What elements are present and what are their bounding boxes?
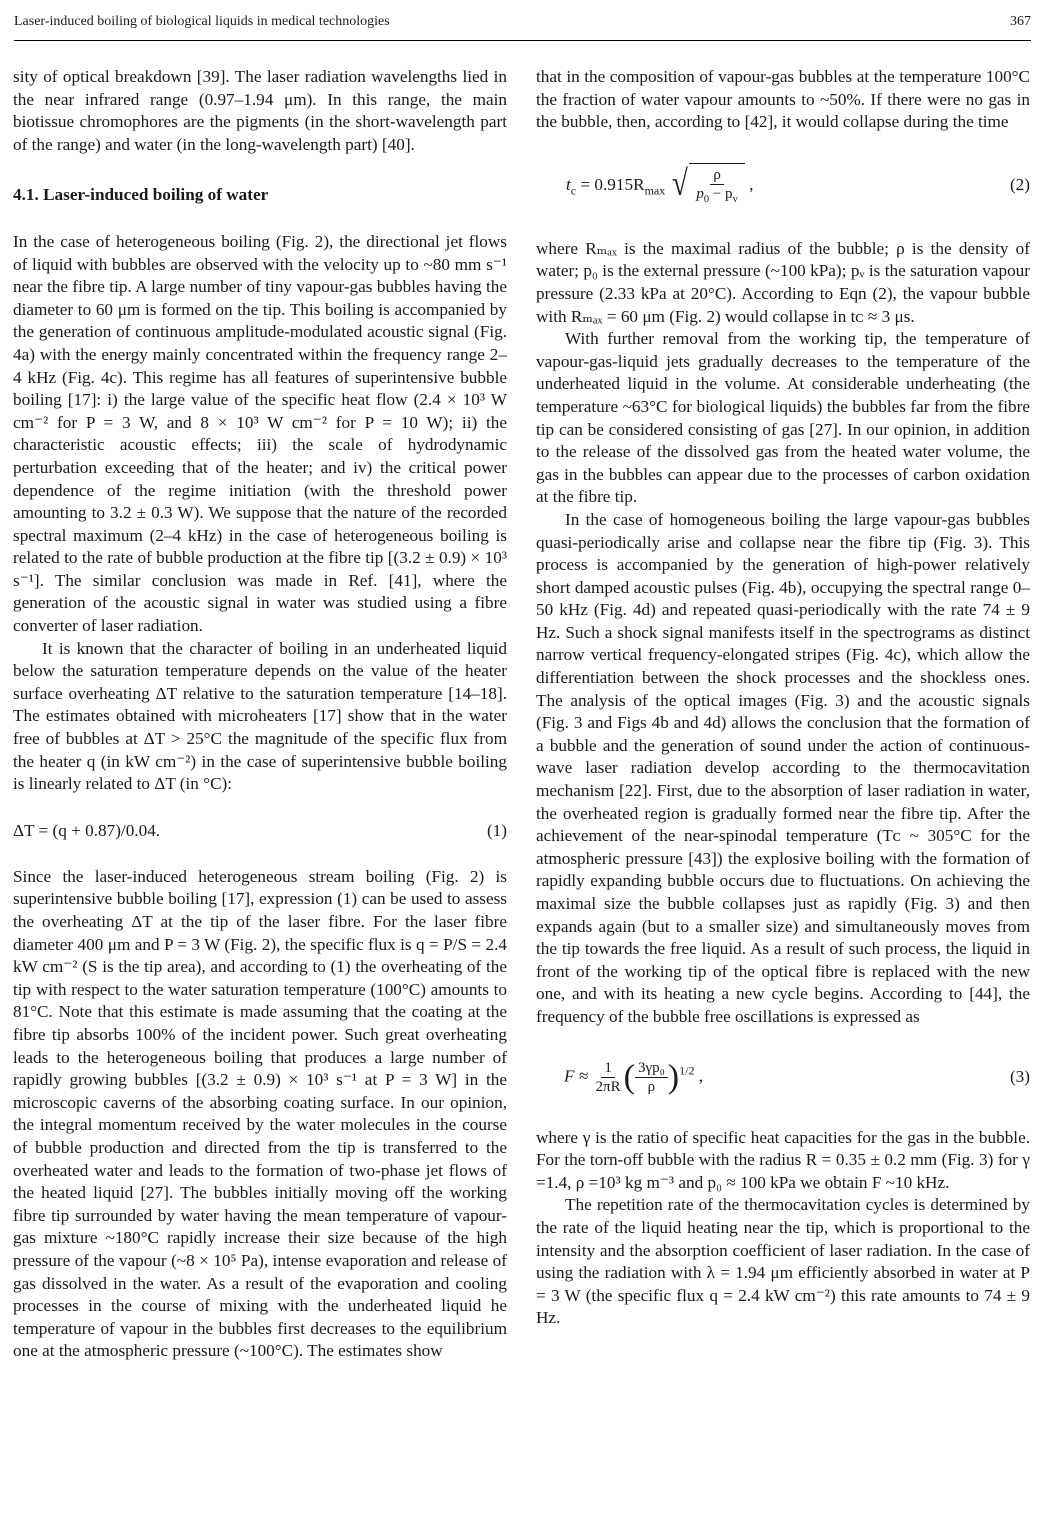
left-column [13, 66, 507, 1363]
running-title: Laser-induced boiling of biological liquids in medical technologies [14, 14, 390, 29]
equation-1-body: ΔT = (q + 0.87)/0.04. [13, 820, 161, 840]
square-root: √ $\frac{\rho}{p_0 - p_v}$ [670, 163, 745, 209]
equation-2-number: (2) [1009, 175, 1030, 195]
equation-1-number: (1) [486, 820, 507, 840]
paragraph-vapour-fraction: that in the composition of vapour-gas bubbles at the temperature 100°C the fraction of water vapour amounts to ~50%. If there were no gas in the bubble, then, according to [42], it would collapse during the time [536, 67, 1030, 132]
paragraph-jet-cooling: With further removal from the working tip, the temperature of vapour-gas-liquid jets gradually decreases to the temperature of the underheated liquid in the volume. At considerable underheating (the temperature ~63°C for biological liquids) the bubbles far from the fibre tip can be considered consisting of gas [27]. In our opinion, in addition to the release of the dissolved gas from the heated water volume, the gas in the bubbles can appear due to the processes of carbon oxidation at the fibre tip. [536, 329, 1030, 507]
paragraph-overheating-estimate: Since the laser-induced heterogeneous stream boiling (Fig. 2) is superintensive bubble boiling [17], expression (1) can be used to assess the overheating ΔT at the tip of the laser fibre. For the laser fibre diameter 400 μm and P = 3 W (Fig. 2), the specific flux is q = P/S = 2.4 kW cm⁻² (S is the tip area), and according to (1) the overheating of the tip with respect to the water saturation temperature (100°C) amounts to 81°C. Note that this estimate is made assuming that the coating at the fibre tip absorbs 100% of the incident power. Such great overheating leads to the heterogeneous boiling that produces a large number of rapidly growing bubbles [(3.2 ± 0.9) × 10³ s⁻¹ at P = 3 W] in the microscopic caverns of the absorbing coating surface. In our opinion, the integral momentum received by the water molecules in the course of bubble production and directed from the tip is transferred to the overheated water and leads to the formation of two-phase jet flows of the heated liquid [27]. The bubbles initially moving off the working fibre tip surrounded by water having the mean temperature of vapour-gas mixture ~180°C rapidly increase their size because of the high pressure of the vapour (~8 × 10⁵ Pa), intense evaporation and release of gas dissolved in the water. As a result of the evaporation and cooling processes in the course of mixing with the underheated liquid he temperature of vapour in the bubbles first decreases to the equilibrium one at the atmospheric pressure (~100°C). The estimates show [13, 866, 507, 1361]
equation-1 [13, 810, 507, 852]
paragraph-heterogeneous-boiling: In the case of heterogeneous boiling (Fig. 2), the directional jet flows of liquid with bubbles are observed with the velocity up to ~80 mm s⁻¹ near the fibre tip. A large number of tiny vapour-gas bubbles having the diameter to 60 μm is formed on the tip. This boiling is accompanied by the generation of continuous amplitude-modulated acoustic signal (Fig. 4a) with the energy mainly concentrated within the frequency range 2–4 kHz (Fig. 4c). This regime has all features of superintensive bubble boiling [17]: i) the large value of the specific heat flow (2.4 × 10³ W cm⁻² for P = 3 W, and 8 × 10³ W cm⁻² for P = 10 W); ii) the characteristic acoustic effects; iii) the scale of hydrodynamic perturbation exceeding that of the heater; and iv) the critical power dependence of the regime initiation (with the threshold power amounting to 3.2 ± 0.3 W). We suppose that the nature of the recorded spectral maximum (2–4 kHz) in the case of heterogeneous boiling is related to the rate of bubble production at the fibre tip [(3.2 ± 0.9) × 10³ s⁻¹]. The similar conclusion was made in Ref. [41], where the generation of the acoustic signal in water was studied using a fibre converter of laser radiation. [13, 231, 507, 636]
paragraph-torn-off-bubble: where γ is the ratio of specific heat capacities for the gas in the bubble. For the torn-off bubble with the radius R = 0.35 ± 0.2 mm (Fig. 3) for γ =1.4, ρ =10³ kg m⁻³ and p₀ ≈ 100 kPa we obtain F ~10 kHz. [536, 1127, 1030, 1192]
equation-3-body: F ≈ $\frac{1}{2\pi R}$ ( $\frac{\text{3γp₀}}{\rho}$ )$^{1/2}$ , [564, 1058, 704, 1096]
equation-2-body: $t_c = 0.915R_{max}$ √ $\frac{\rho}{p_0 - p_v}$ , [566, 163, 753, 209]
equation-2 [536, 150, 1030, 222]
running-header [14, 14, 1031, 41]
paragraph-intro-end: sity of optical breakdown [39]. The laser radiation wavelengths lied in the near infrared range (0.97–1.94 μm). In this range, the main biotissue chromophores are the pigments (in the short-wavelength part of the range) and water (in the long-wavelength part) [40]. [13, 67, 507, 154]
paragraph-homogeneous-boiling: In the case of homogeneous boiling the large vapour-gas bubbles quasi-periodically arise and collapse near the fibre tip (Fig. 3). This process is accompanied by the generation of high-power relatively short damped acoustic pulses (Fig. 4b), occupying the spectral range 0–50 kHz (Fig. 4d) and repeated quasi-periodically with the rate 74 ± 9 Hz. Such a shock signal manifests itself in the spectrograms as distinct narrow vertical frequency-elongated stripes (Fig. 4c), which allow the differentiation between the shock processes and the shockless ones. The analysis of the optical images (Fig. 3) and the acoustic signals (Fig. 3 and Figs 4b and 4d) allows the conclusion that the formation of a bubble and the generation of sound under the action of continuous-wave laser radiation develop according to the thermocavitation mechanism [22]. First, due to the absorption of laser radiation in water, the overheated region is gradually formed near the fibre tip. After the achievement of the near-spinodal temperature (Tᴄ ~ 305°C for the atmospheric pressure [43]) the explosive boiling with the formation of rapidly expanding bubble occurs due to fluctuations. On achieving the maximal size the bubble collapses just as rapidly (Fig. 3) and then expands again (but to a smaller size) and simultaneously moves from the tip towards the free liquid. As a result of such process, the liquid in front of the working tip of the optical fibre is replaced with the new one, and with its heating a new cycle begins. According to [44], the frequency of the bubble free oscillations is expressed as [536, 509, 1030, 1026]
paragraph-definitions: where Rₘₐₓ is the maximal radius of the bubble; ρ is the density of water; p₀ is the external pressure (~100 kPa); pᵥ is the saturation vapour pressure (2.33 kPa at 20°C). According to Eqn (2), the vapour bubble with Rₘₐₓ = 60 μm (Fig. 2) would collapse in tᴄ ≈ 3 μs. [536, 238, 1030, 326]
right-column [536, 66, 1030, 1330]
paragraph-underheated-liquid: It is known that the character of boiling in an underheated liquid below the saturation temperature depends on the value of the heater surface overheating ΔT relative to the saturation temperature [14–18]. The estimates obtained with microheaters [17] show that in the water free of bubbles at ΔT > 25°C the magnitude of the specific flux from the heater q (in kW cm⁻²) in the case of superintensive bubble boiling is linearly related to ΔT (in °C): [13, 638, 507, 794]
paragraph-repetition-rate: The repetition rate of the thermocavitation cycles is determined by the rate of the liquid heating near the tip, which is proportional to the intensity and the absorption coefficient of laser radiation. In the case of using the radiation with λ = 1.94 μm efficiently absorbed in water at P = 3 W (the specific flux q = 2.4 kW cm⁻²) this rate amounts to 74 ± 9 Hz. [536, 1195, 1030, 1328]
equation-3-number: (3) [1009, 1067, 1030, 1087]
equation-3 [536, 1041, 1030, 1115]
page-number: 367 [1010, 14, 1031, 29]
section-heading: 4.1. Laser-induced boiling of water [13, 185, 269, 205]
